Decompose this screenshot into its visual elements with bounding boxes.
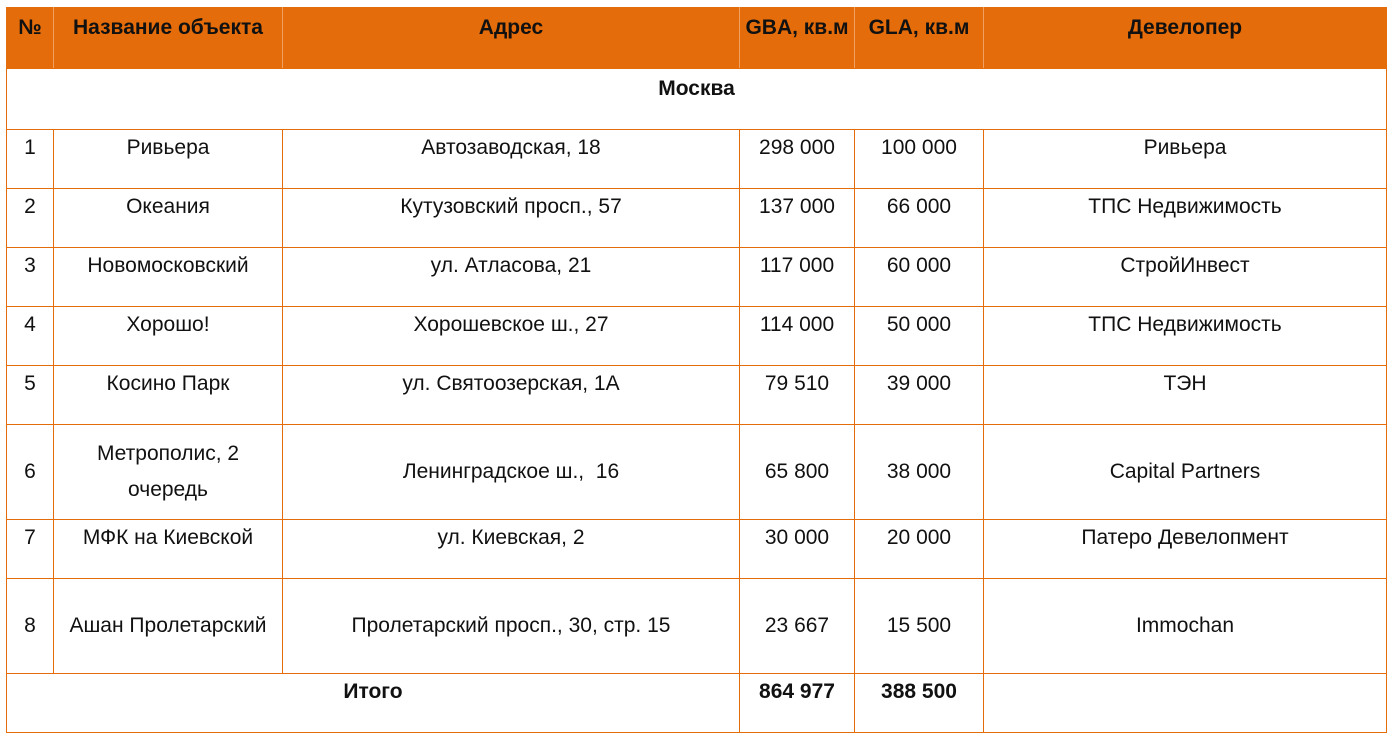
cell-gla: 66 000 [855,189,984,248]
table-row [7,189,1387,248]
cell-name: Косино Парк [54,366,283,425]
cell-num: 7 [7,520,54,579]
total-row [7,674,1387,733]
cell-num: 3 [7,248,54,307]
total-label: Итого [7,674,740,733]
cell-address: Пролетарский просп., 30, стр. 15 [283,579,740,674]
cell-developer: Capital Partners [984,425,1387,520]
cell-num: 1 [7,130,54,189]
cell-name: МФК на Киевской [54,520,283,579]
header-gla: GLA, кв.м [855,8,984,69]
cell-developer: Immochan [984,579,1387,674]
cell-gla: 39 000 [855,366,984,425]
cell-address: ул. Святоозерская, 1А [283,366,740,425]
city-label: Москва [7,69,1387,130]
cell-gba: 23 667 [740,579,855,674]
city-row [7,69,1387,130]
cell-gba: 114 000 [740,307,855,366]
cell-developer: Патеро Девелопмент [984,520,1387,579]
cell-gla: 60 000 [855,248,984,307]
cell-gla: 38 000 [855,425,984,520]
cell-name: Ашан Пролетарский [54,579,283,674]
cell-gba: 30 000 [740,520,855,579]
cell-gla: 100 000 [855,130,984,189]
header-gba: GBA, кв.м [740,8,855,69]
header-num: № [7,8,54,69]
cell-address: Хорошевское ш., 27 [283,307,740,366]
table-row [7,248,1387,307]
cell-developer: ТПС Недвижимость [984,189,1387,248]
cell-gla: 20 000 [855,520,984,579]
cell-address: Кутузовский просп., 57 [283,189,740,248]
cell-developer: ТПС Недвижимость [984,307,1387,366]
table-container [6,7,1387,733]
table-row [7,520,1387,579]
cell-num: 4 [7,307,54,366]
cell-gba: 79 510 [740,366,855,425]
cell-address: ул. Киевская, 2 [283,520,740,579]
cell-name: Океания [54,189,283,248]
cell-gba: 298 000 [740,130,855,189]
cell-gla: 50 000 [855,307,984,366]
cell-developer: Ривьера [984,130,1387,189]
table-row [7,307,1387,366]
cell-address: ул. Атласова, 21 [283,248,740,307]
cell-gba: 117 000 [740,248,855,307]
header-name: Название объекта [54,8,283,69]
header-developer: Девелопер [984,8,1387,69]
cell-gba: 137 000 [740,189,855,248]
cell-developer: СтройИнвест [984,248,1387,307]
cell-gla: 15 500 [855,579,984,674]
shopping-centers-table [6,7,1387,733]
cell-address: Ленинградское ш., 16 [283,425,740,520]
cell-name: Новомосковский [54,248,283,307]
cell-address: Автозаводская, 18 [283,130,740,189]
table-row [7,366,1387,425]
cell-num: 8 [7,579,54,674]
cell-num: 6 [7,425,54,520]
table-row [7,130,1387,189]
table-row [7,425,1387,520]
header-address: Адрес [283,8,740,69]
table-header-row [7,8,1387,69]
total-gba: 864 977 [740,674,855,733]
cell-gba: 65 800 [740,425,855,520]
cell-name: Хорошо! [54,307,283,366]
table-row [7,579,1387,674]
total-gla: 388 500 [855,674,984,733]
cell-num: 5 [7,366,54,425]
cell-developer: ТЭН [984,366,1387,425]
cell-name: Метрополис, 2 очередь [54,425,283,520]
cell-name: Ривьера [54,130,283,189]
cell-num: 2 [7,189,54,248]
total-empty [984,674,1387,733]
